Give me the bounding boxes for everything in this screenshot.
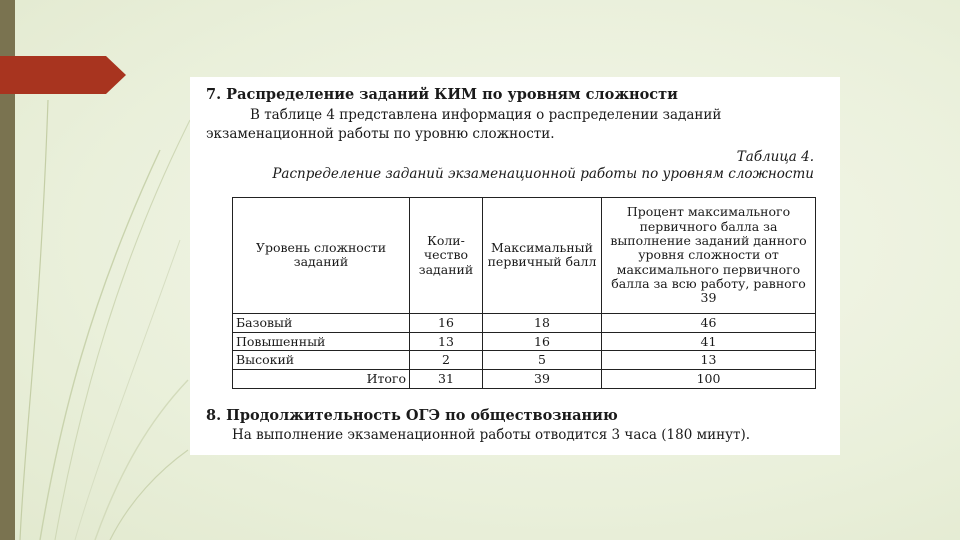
- header-level: Уровень сложности заданий: [233, 198, 410, 314]
- header-percent: Процент максимального первичного балла за выполнение заданий данного уровня сложности от максимального первичного балла за всю работу, равного 39: [602, 198, 816, 314]
- cell-level: Базовый: [233, 313, 410, 332]
- header-max-score: Максимальный первичный балл: [483, 198, 602, 314]
- table-header-row: [233, 198, 816, 314]
- cell-max-score: 39: [483, 370, 602, 389]
- table-row: [233, 332, 816, 351]
- table-row: [233, 351, 816, 370]
- section7-intro-line1: В таблице 4 представлена информация о распределении заданий: [250, 107, 722, 123]
- cell-percent: 13: [602, 351, 816, 370]
- section8-title: 8. Продолжительность ОГЭ по обществознанию: [206, 407, 618, 424]
- table-title: Распределение заданий экзаменационной работы по уровням сложности: [272, 166, 814, 182]
- table-row: [233, 313, 816, 332]
- cell-percent: 41: [602, 332, 816, 351]
- cell-level: Повышенный: [233, 332, 410, 351]
- cell-count: 2: [410, 351, 483, 370]
- cell-count: 13: [410, 332, 483, 351]
- cell-max-score: 5: [483, 351, 602, 370]
- cell-count: 16: [410, 313, 483, 332]
- header-count: Коли-чество заданий: [410, 198, 483, 314]
- section7-intro-line2: экзаменационной работы по уровню сложности.: [206, 126, 555, 142]
- cell-count: 31: [410, 370, 483, 389]
- section7-title: 7. Распределение заданий КИМ по уровням сложности: [206, 86, 678, 103]
- document-image: [190, 77, 840, 455]
- cell-level: Высокий: [233, 351, 410, 370]
- cell-percent: 46: [602, 313, 816, 332]
- section8-text: На выполнение экзаменационной работы отводится 3 часа (180 минут).: [232, 427, 751, 443]
- cell-total-label: Итого: [233, 370, 410, 389]
- difficulty-table: [232, 197, 816, 389]
- table-total-row: [233, 370, 816, 389]
- table-caption: Таблица 4.: [736, 149, 814, 165]
- cell-max-score: 16: [483, 332, 602, 351]
- cell-max-score: 18: [483, 313, 602, 332]
- cell-percent: 100: [602, 370, 816, 389]
